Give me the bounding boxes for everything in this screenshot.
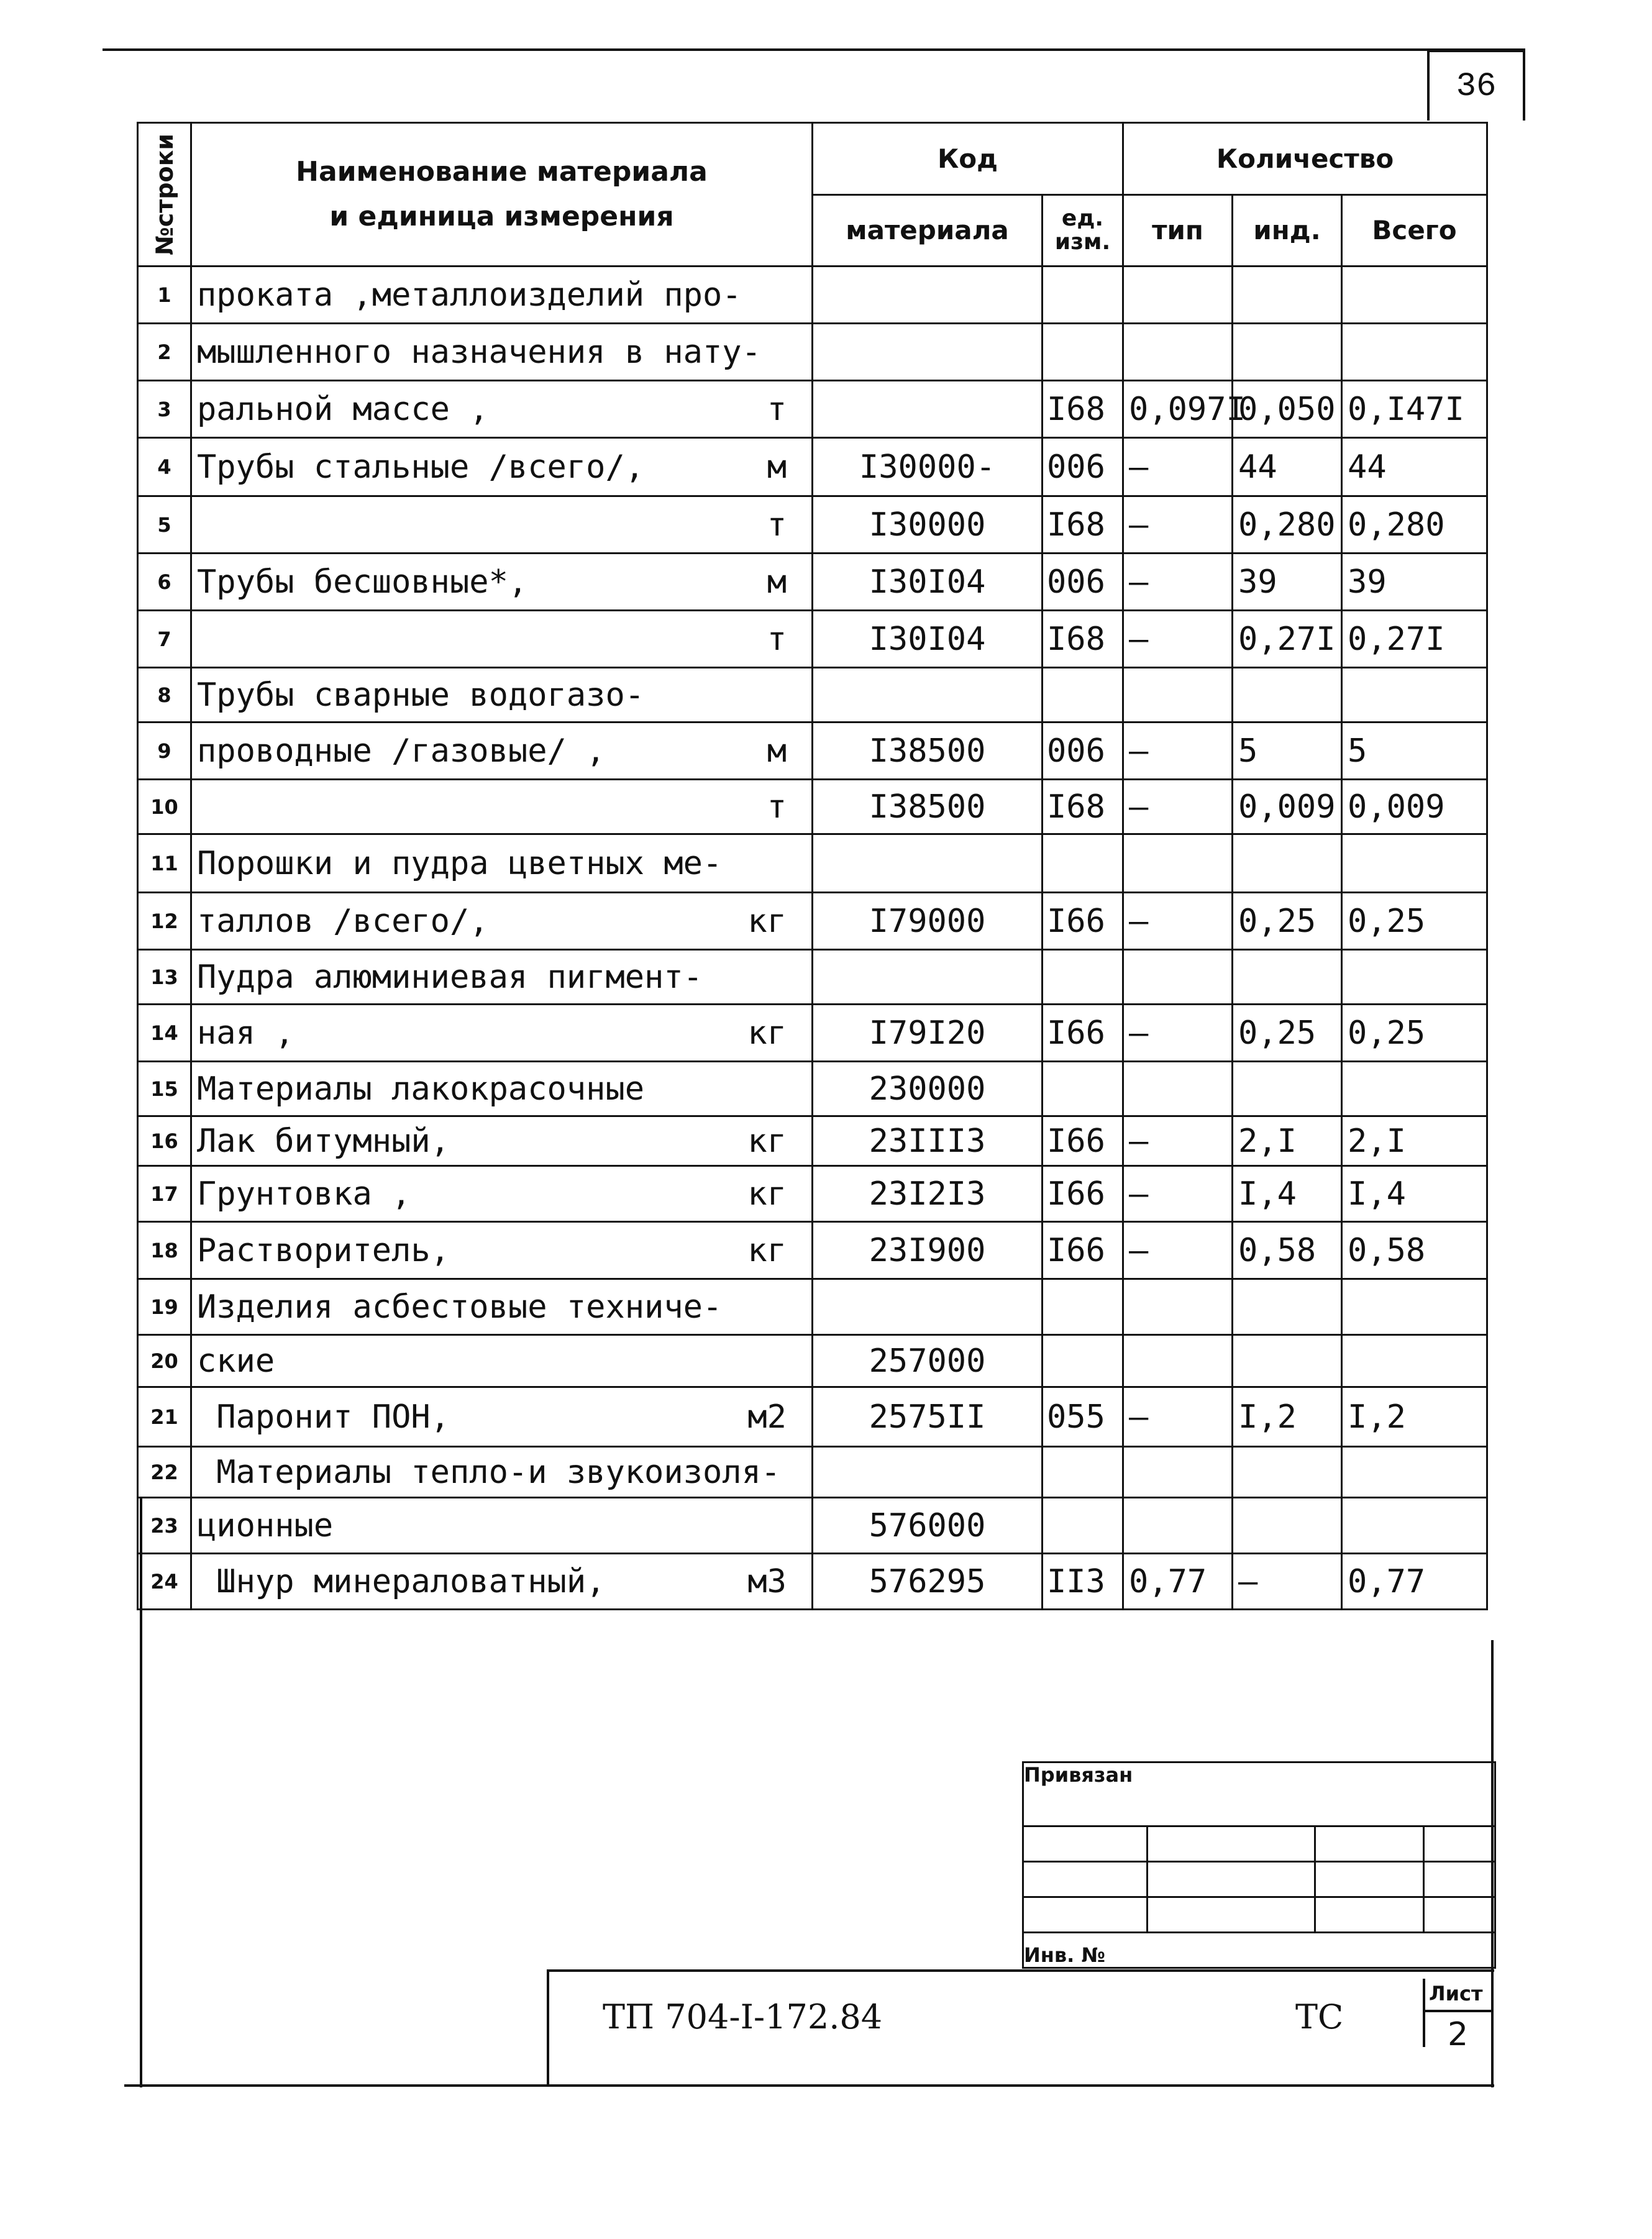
- qty-ind: [1233, 324, 1342, 381]
- qty-total: [1342, 950, 1487, 1005]
- row-number: 3: [138, 381, 191, 438]
- table-row: [138, 438, 1487, 496]
- name-text: Трубы стальные /всего/,: [197, 448, 645, 486]
- qty-ind: [1233, 1335, 1342, 1387]
- table-row: [138, 1222, 1487, 1279]
- doc-frame-top: [547, 1969, 1494, 1972]
- material-name: [191, 381, 813, 438]
- qty-type: –: [1123, 438, 1233, 496]
- top-rule: [103, 48, 1525, 51]
- qty-type: –: [1123, 496, 1233, 554]
- name-text: мышленного назначения в нату-: [197, 333, 761, 371]
- table-row: [138, 780, 1487, 834]
- table-row: [138, 1447, 1487, 1498]
- material-code: I30I04: [813, 554, 1043, 611]
- name-text: Лак битумный,: [197, 1122, 450, 1160]
- name-text: ральной массе ,: [197, 390, 489, 428]
- unit-code: [1043, 834, 1123, 893]
- material-name: [191, 1279, 813, 1335]
- material-name: [191, 496, 813, 554]
- qty-type: [1123, 834, 1233, 893]
- header-row-no: №строки: [138, 123, 191, 267]
- unit-code: I68: [1043, 496, 1123, 554]
- unit-code: 006: [1043, 723, 1123, 780]
- unit-code: [1043, 1279, 1123, 1335]
- qty-ind: 0,050: [1233, 381, 1342, 438]
- row-number: 14: [138, 1005, 191, 1062]
- row-number: 21: [138, 1387, 191, 1447]
- material-code: I30I04: [813, 611, 1043, 668]
- table-row: [138, 324, 1487, 381]
- qty-total: 0,25: [1342, 1005, 1487, 1062]
- material-name: [191, 1222, 813, 1279]
- material-code: [813, 950, 1043, 1005]
- material-name: [191, 950, 813, 1005]
- row-number: 15: [138, 1062, 191, 1116]
- qty-ind: [1233, 668, 1342, 723]
- qty-total: 5: [1342, 723, 1487, 780]
- table-row: [138, 554, 1487, 611]
- stamp-block: [1022, 1761, 1496, 1969]
- qty-ind: [1233, 267, 1342, 324]
- qty-type: –: [1123, 1005, 1233, 1062]
- qty-total: 0,I47I: [1342, 381, 1487, 438]
- material-code: 23I2I3: [813, 1166, 1043, 1222]
- sheet-number: 2: [1448, 2016, 1469, 2053]
- header-code-material: материала: [813, 194, 1043, 267]
- table-row: [138, 723, 1487, 780]
- qty-total: [1342, 834, 1487, 893]
- document-section: ТС: [1295, 1997, 1344, 2036]
- unit-code: [1043, 324, 1123, 381]
- unit-code: I66: [1043, 1166, 1123, 1222]
- qty-total: [1342, 1498, 1487, 1554]
- name-text: ционные: [197, 1507, 334, 1544]
- row-number: 2: [138, 324, 191, 381]
- qty-ind: [1233, 1498, 1342, 1554]
- qty-total: [1342, 1062, 1487, 1116]
- qty-type: –: [1123, 1222, 1233, 1279]
- table-row: [138, 381, 1487, 438]
- qty-total: [1342, 668, 1487, 723]
- qty-total: [1342, 324, 1487, 381]
- table-row: [138, 893, 1487, 950]
- material-name: [191, 611, 813, 668]
- header-code: Код: [813, 123, 1123, 195]
- row-number: 16: [138, 1116, 191, 1166]
- sheet-frame-left: [1423, 1979, 1425, 2047]
- qty-total: 44: [1342, 438, 1487, 496]
- qty-total: 0,27I: [1342, 611, 1487, 668]
- row-number: 12: [138, 893, 191, 950]
- stamp-linked: Привязан: [1023, 1762, 1495, 1826]
- unit-code: [1043, 267, 1123, 324]
- qty-total: 0,77: [1342, 1554, 1487, 1610]
- unit-label: т: [767, 506, 787, 544]
- table-row: [138, 950, 1487, 1005]
- qty-type: [1123, 1498, 1233, 1554]
- unit-code: [1043, 1498, 1123, 1554]
- header-q-total: Всего: [1342, 194, 1487, 267]
- name-text: Грунтовка ,: [197, 1175, 411, 1213]
- unit-code: I66: [1043, 1116, 1123, 1166]
- qty-ind: 0,25: [1233, 1005, 1342, 1062]
- header-name: Наименование материала и единица измерения: [191, 123, 813, 267]
- left-margin-rule: [140, 1497, 142, 2087]
- qty-ind: I,2: [1233, 1387, 1342, 1447]
- name-text: Материалы тепло-и звукоизоля-: [197, 1453, 781, 1491]
- unit-code: I66: [1043, 893, 1123, 950]
- document-number: ТП 704-I-172.84: [603, 1997, 883, 2036]
- table-row: [138, 1116, 1487, 1166]
- name-text: Паронит ПОН,: [197, 1398, 450, 1436]
- material-name: [191, 723, 813, 780]
- unit-code: I68: [1043, 381, 1123, 438]
- qty-ind: 0,25: [1233, 893, 1342, 950]
- material-code: 2575II: [813, 1387, 1043, 1447]
- name-text: проката ,металлоизделий про-: [197, 276, 742, 314]
- table-row: [138, 1005, 1487, 1062]
- row-number: 13: [138, 950, 191, 1005]
- material-code: I38500: [813, 780, 1043, 834]
- qty-ind: 2,I: [1233, 1116, 1342, 1166]
- qty-type: [1123, 668, 1233, 723]
- qty-ind: [1233, 950, 1342, 1005]
- qty-total: 0,280: [1342, 496, 1487, 554]
- material-code: 576295: [813, 1554, 1043, 1610]
- unit-label: м: [767, 732, 787, 770]
- unit-label: т: [767, 620, 787, 658]
- name-text: Трубы сварные водогазо-: [197, 676, 645, 714]
- unit-label: кг: [747, 902, 787, 940]
- qty-type: –: [1123, 1116, 1233, 1166]
- material-name: [191, 324, 813, 381]
- row-number: 1: [138, 267, 191, 324]
- material-name: [191, 668, 813, 723]
- material-code: I30000: [813, 496, 1043, 554]
- table-row: [138, 1062, 1487, 1116]
- unit-label: кг: [747, 1122, 787, 1160]
- qty-type: [1123, 1279, 1233, 1335]
- header-quantity: Количество: [1123, 123, 1487, 195]
- qty-type: 0,097I: [1123, 381, 1233, 438]
- material-name: [191, 1447, 813, 1498]
- material-name: [191, 1498, 813, 1554]
- row-number: 8: [138, 668, 191, 723]
- row-number: 6: [138, 554, 191, 611]
- qty-ind: I,4: [1233, 1166, 1342, 1222]
- qty-type: [1123, 324, 1233, 381]
- unit-code: [1043, 668, 1123, 723]
- row-number: 9: [138, 723, 191, 780]
- qty-ind: 39: [1233, 554, 1342, 611]
- table-row: [138, 1166, 1487, 1222]
- material-code: 576000: [813, 1498, 1043, 1554]
- qty-type: [1123, 267, 1233, 324]
- qty-type: –: [1123, 554, 1233, 611]
- qty-total: 39: [1342, 554, 1487, 611]
- unit-code: 006: [1043, 438, 1123, 496]
- row-number: 23: [138, 1498, 191, 1554]
- material-code: 23I900: [813, 1222, 1043, 1279]
- material-name: [191, 1387, 813, 1447]
- page-number: 36: [1427, 50, 1525, 121]
- qty-type: –: [1123, 1166, 1233, 1222]
- name-text: Растворитель,: [197, 1231, 450, 1269]
- name-text: Материалы лакокрасочные: [197, 1070, 645, 1108]
- header-q-ind: инд.: [1233, 194, 1342, 267]
- material-code: [813, 834, 1043, 893]
- table-row: [138, 668, 1487, 723]
- qty-total: 2,I: [1342, 1116, 1487, 1166]
- qty-type: [1123, 1447, 1233, 1498]
- name-text: таллов /всего/,: [197, 902, 489, 940]
- name-text: проводные /газовые/ ,: [197, 732, 606, 770]
- qty-ind: [1233, 1447, 1342, 1498]
- row-number: 18: [138, 1222, 191, 1279]
- header-code-unit: ед. изм.: [1043, 194, 1123, 267]
- name-text: Изделия асбестовые техниче-: [197, 1288, 723, 1326]
- unit-code: I66: [1043, 1222, 1123, 1279]
- qty-ind: –: [1233, 1554, 1342, 1610]
- table-row: [138, 834, 1487, 893]
- row-number: 22: [138, 1447, 191, 1498]
- material-name: [191, 1335, 813, 1387]
- material-code: [813, 1279, 1043, 1335]
- bottom-frame-rule: [124, 2084, 1494, 2087]
- material-code: [813, 1447, 1043, 1498]
- unit-code: [1043, 950, 1123, 1005]
- name-text: ная ,: [197, 1014, 294, 1052]
- material-name: [191, 1062, 813, 1116]
- row-number: 24: [138, 1554, 191, 1610]
- qty-ind: 0,27I: [1233, 611, 1342, 668]
- name-text: Трубы бесшовные*,: [197, 563, 528, 601]
- qty-total: [1342, 1279, 1487, 1335]
- unit-label: м: [767, 448, 787, 486]
- row-number: 20: [138, 1335, 191, 1387]
- material-name: [191, 438, 813, 496]
- table-row: [138, 1279, 1487, 1335]
- qty-ind: [1233, 1279, 1342, 1335]
- qty-total: I,2: [1342, 1387, 1487, 1447]
- unit-label: м: [767, 563, 787, 601]
- qty-total: [1342, 267, 1487, 324]
- material-code: [813, 324, 1043, 381]
- unit-code: 055: [1043, 1387, 1123, 1447]
- material-name: [191, 1116, 813, 1166]
- unit-label: т: [767, 788, 787, 826]
- qty-type: [1123, 1335, 1233, 1387]
- material-name: [191, 780, 813, 834]
- row-number: 11: [138, 834, 191, 893]
- sheet-label: Лист: [1429, 1982, 1483, 2005]
- unit-code: [1043, 1447, 1123, 1498]
- material-code: I30000-: [813, 438, 1043, 496]
- name-text: ские: [197, 1342, 275, 1380]
- material-code: 257000: [813, 1335, 1043, 1387]
- qty-type: –: [1123, 611, 1233, 668]
- qty-type: –: [1123, 1387, 1233, 1447]
- qty-total: [1342, 1335, 1487, 1387]
- qty-ind: [1233, 834, 1342, 893]
- unit-label: т: [767, 390, 787, 428]
- row-number: 10: [138, 780, 191, 834]
- material-code: I38500: [813, 723, 1043, 780]
- unit-label: кг: [747, 1175, 787, 1213]
- material-code: I79000: [813, 893, 1043, 950]
- qty-type: 0,77: [1123, 1554, 1233, 1610]
- qty-ind: [1233, 1062, 1342, 1116]
- sheet-frame-mid: [1423, 2010, 1492, 2012]
- table-row: [138, 496, 1487, 554]
- qty-type: –: [1123, 780, 1233, 834]
- material-code: 23III3: [813, 1116, 1043, 1166]
- doc-frame-left: [547, 1969, 549, 2086]
- unit-code: II3: [1043, 1554, 1123, 1610]
- materials-table: [137, 122, 1488, 1610]
- table-row: [138, 1387, 1487, 1447]
- unit-code: I68: [1043, 780, 1123, 834]
- qty-total: 0,58: [1342, 1222, 1487, 1279]
- qty-total: 0,25: [1342, 893, 1487, 950]
- stamp-inv-no: Инв. №: [1023, 1933, 1495, 1968]
- row-number: 19: [138, 1279, 191, 1335]
- material-code: [813, 381, 1043, 438]
- name-text: Шнур минераловатный,: [197, 1562, 606, 1600]
- table-row: [138, 1498, 1487, 1554]
- unit-label: кг: [747, 1014, 787, 1052]
- table-row: [138, 267, 1487, 324]
- table-row: [138, 1335, 1487, 1387]
- qty-ind: 0,280: [1233, 496, 1342, 554]
- qty-ind: 5: [1233, 723, 1342, 780]
- row-number: 4: [138, 438, 191, 496]
- material-name: [191, 1554, 813, 1610]
- row-number: 5: [138, 496, 191, 554]
- unit-label: м2: [747, 1398, 787, 1436]
- material-name: [191, 554, 813, 611]
- name-text: Пудра алюминиевая пигмент-: [197, 958, 703, 996]
- unit-code: I66: [1043, 1005, 1123, 1062]
- name-text: Порошки и пудра цветных ме-: [197, 844, 723, 882]
- unit-code: I68: [1043, 611, 1123, 668]
- material-name: [191, 834, 813, 893]
- header-q-type: тип: [1123, 194, 1233, 267]
- row-number: 7: [138, 611, 191, 668]
- unit-code: [1043, 1335, 1123, 1387]
- qty-type: –: [1123, 893, 1233, 950]
- table-row: [138, 1554, 1487, 1610]
- qty-ind: 0,58: [1233, 1222, 1342, 1279]
- qty-type: [1123, 950, 1233, 1005]
- qty-total: I,4: [1342, 1166, 1487, 1222]
- unit-label: кг: [747, 1231, 787, 1269]
- unit-code: [1043, 1062, 1123, 1116]
- qty-total: 0,009: [1342, 780, 1487, 834]
- material-name: [191, 893, 813, 950]
- qty-total: [1342, 1447, 1487, 1498]
- unit-code: 006: [1043, 554, 1123, 611]
- material-name: [191, 1005, 813, 1062]
- qty-ind: 44: [1233, 438, 1342, 496]
- material-code: [813, 668, 1043, 723]
- material-code: 230000: [813, 1062, 1043, 1116]
- unit-label: м3: [747, 1562, 787, 1600]
- material-name: [191, 267, 813, 324]
- material-code: I79I20: [813, 1005, 1043, 1062]
- qty-ind: 0,009: [1233, 780, 1342, 834]
- material-code: [813, 267, 1043, 324]
- table-row: [138, 611, 1487, 668]
- material-name: [191, 1166, 813, 1222]
- row-number: 17: [138, 1166, 191, 1222]
- qty-type: –: [1123, 723, 1233, 780]
- qty-type: [1123, 1062, 1233, 1116]
